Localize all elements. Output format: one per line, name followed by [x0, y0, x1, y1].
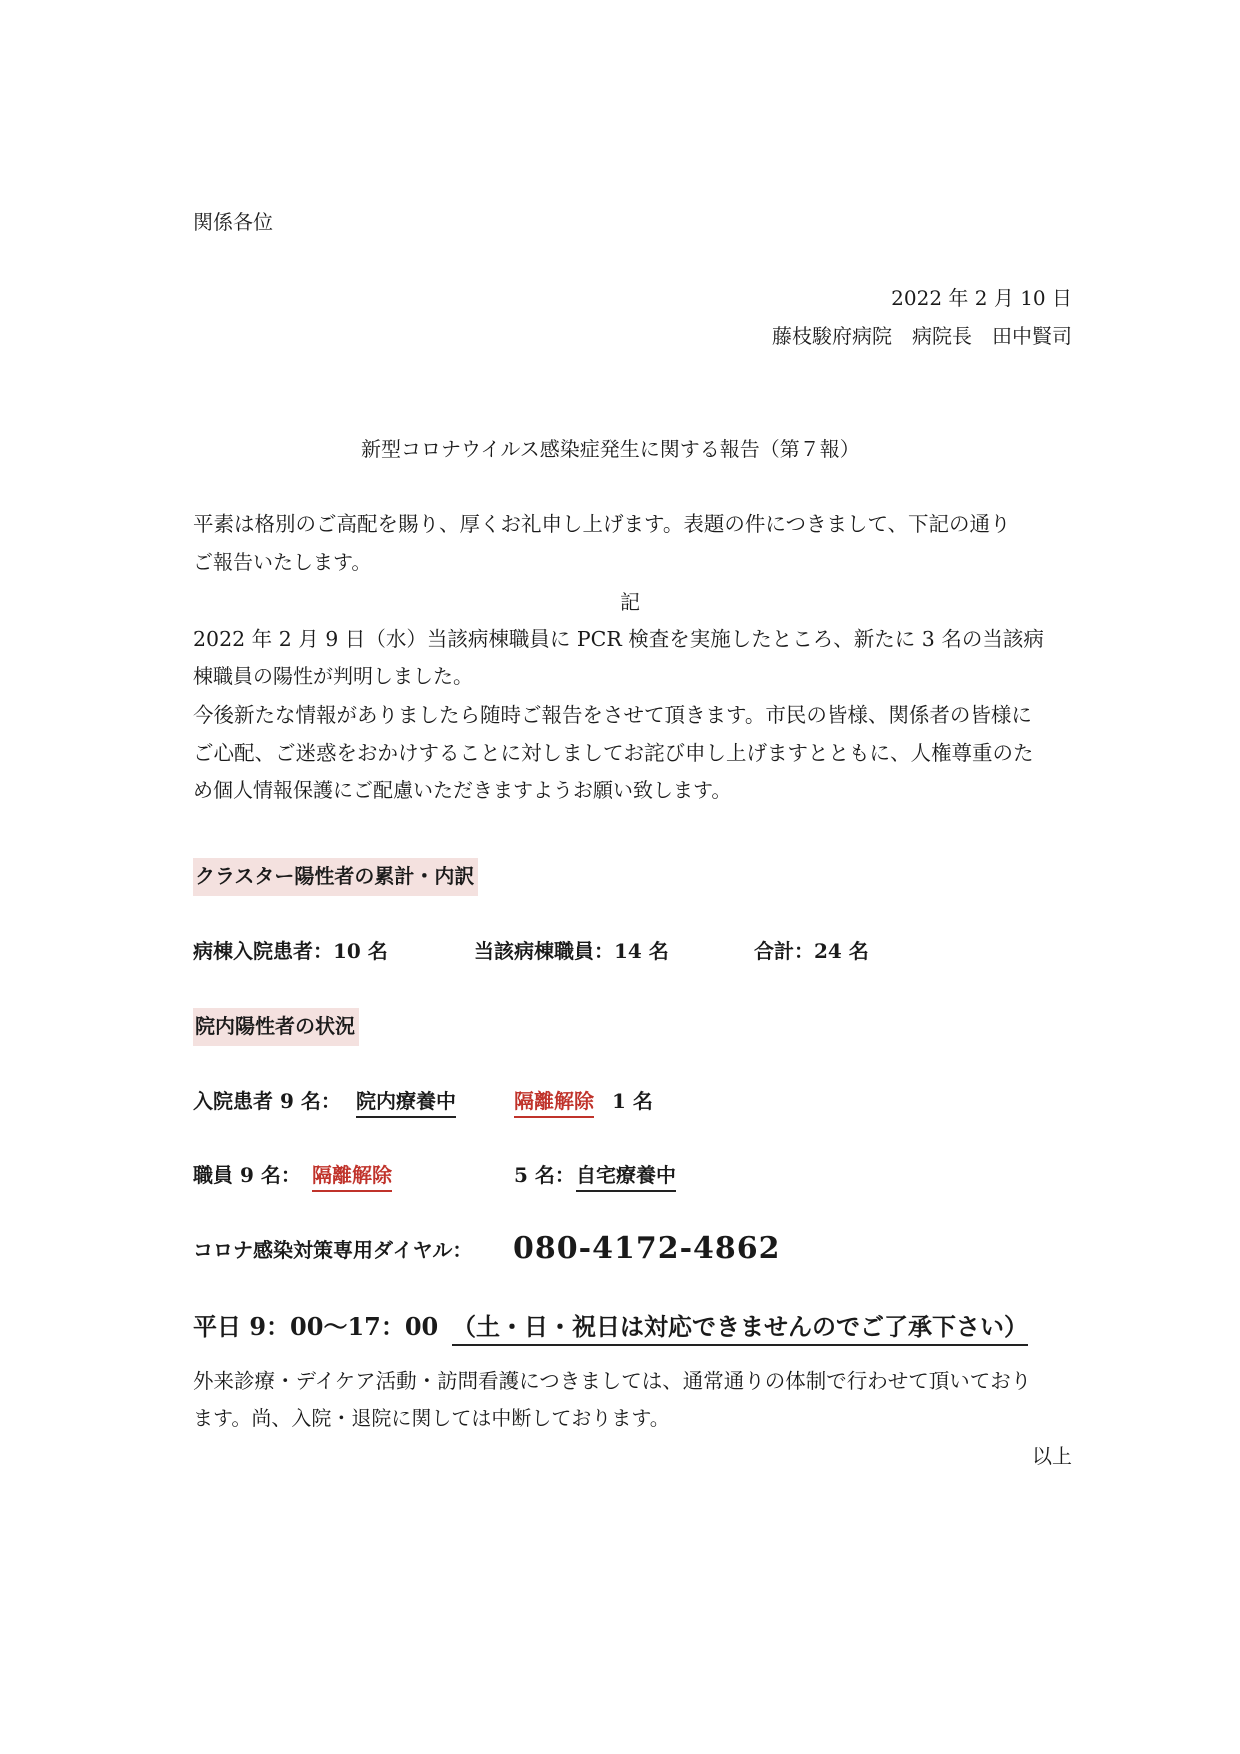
intro-line-2: ご報告いたします。 [193, 550, 372, 574]
cluster-staff: 当該病棟職員：14 名 [474, 939, 669, 963]
document-title: 新型コロナウイルス感染症発生に関する報告（第７報） [361, 437, 860, 461]
body-line-2: 棟職員の陽性が判明しました。 [193, 664, 473, 688]
status-staff-prefix: 職員 9 名： [193, 1163, 301, 1187]
hours-note: （土・日・祝日は対応できませんのでご了承下さい） [452, 1315, 1028, 1339]
status-patients-released: 隔離解除 [514, 1091, 594, 1111]
intro-line-1: 平素は格別のご高配を賜り、厚くお礼申し上げます。表題の件につきまして、下記の通り [193, 512, 1011, 536]
cluster-heading-text: クラスター陽性者の累計・内訳 [193, 858, 478, 896]
status-patients-in-hospital: 院内療養中 [356, 1091, 456, 1111]
dial-label: コロナ感染対策専用ダイヤル： [193, 1238, 473, 1262]
body-line-3: 今後新たな情報がありましたら随時ご報告をさせて頂きます。市民の皆様、関係者の皆様に [193, 703, 1032, 727]
body-line-5: め個人情報保護にご配慮いただきますようお願い致します。 [193, 778, 732, 802]
body-line-4: ご心配、ご迷惑をおかけすることに対しましてお詫び申し上げますとともに、人権尊重のた [193, 741, 1034, 765]
status-patients-released-count: 1 名 [612, 1089, 653, 1113]
status-staff-released: 隔離解除 [312, 1165, 392, 1185]
status-patients-prefix: 入院患者 9 名： [193, 1089, 341, 1113]
cluster-total: 合計：24 名 [754, 939, 869, 963]
status-staff-home: 自宅療養中 [576, 1165, 676, 1185]
status-heading [193, 1016, 359, 1036]
date: 2022 年 2 月 10 日 [891, 286, 1072, 310]
cluster-patients: 病棟入院患者：10 名 [193, 939, 388, 963]
outpatient-line-2: ます。尚、入院・退院に関しては中断しております。 [193, 1406, 670, 1430]
status-heading-text: 院内陽性者の状況 [193, 1008, 359, 1046]
addressee: 関係各位 [193, 210, 273, 234]
status-staff-home-prefix: 5 名： [514, 1163, 575, 1187]
closing: 以上 [1032, 1444, 1072, 1468]
ki-mark: 記 [620, 590, 640, 614]
outpatient-line-1: 外来診療・デイケア活動・訪問看護につきましては、通常通りの体制で行わせて頂いており [193, 1369, 1032, 1393]
sender: 藤枝駿府病院 病院長 田中賢司 [772, 324, 1072, 348]
hours-time: 平日 9：00～17：00 [193, 1312, 439, 1341]
body-line-1: 2022 年 2 月 9 日（水）当該病棟職員に PCR 検査を実施したところ、新たに 3 名の当該病 [193, 627, 1044, 651]
dial-number: 080-4172-4862 [513, 1231, 781, 1266]
cluster-heading [193, 866, 478, 886]
